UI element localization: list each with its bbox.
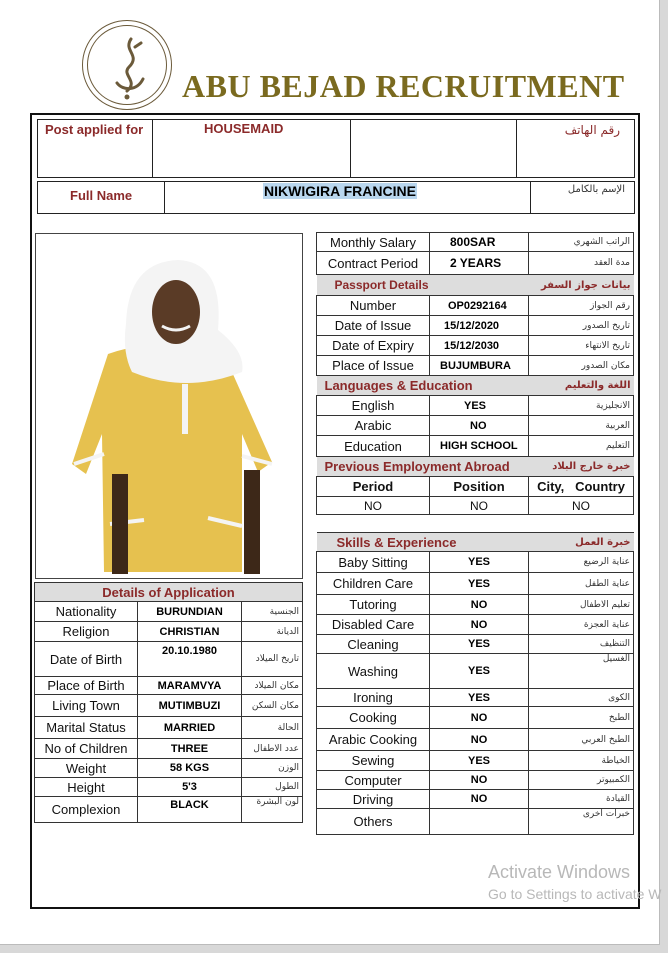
table-row [317,356,634,376]
skill-label: Cooking [317,707,430,729]
place-issue-value: BUJUMBURA [430,356,529,376]
skill-ar: عناية الرضيع [529,552,634,573]
passport-section-title: Passport Details [317,275,529,296]
table-row [35,677,303,695]
education-label: Education [317,436,430,457]
divider [530,181,531,214]
city-country-header: City, Country [529,477,634,497]
post-label: Post applied for [45,122,144,137]
fullname-value: NIKWIGIRA FRANCINE [264,183,416,199]
skill-label: Cleaning [317,635,430,654]
table-row [317,233,634,252]
passport-number-value: OP0292164 [430,296,529,316]
expiry-date-ar: تاريخ الانتهاء [529,336,634,356]
english-value: YES [430,396,529,416]
divider [164,181,165,214]
table-row [35,622,303,642]
complexion-ar: لون البشرة [242,797,303,823]
complexion-value: BLACK [138,797,242,823]
table-row [35,797,303,823]
table-row [35,602,303,622]
passport-number-ar: رقم الجواز [529,296,634,316]
table-row [317,595,634,615]
skill-value: NO [430,707,529,729]
nationality-ar: الجنسية [242,602,303,622]
table-row [317,751,634,771]
skill-ar: القيادة [529,790,634,809]
pob-ar: مكان الميلاد [242,677,303,695]
divider [152,119,153,178]
skill-ar: تعليم الاطفال [529,595,634,615]
fullname-label-ar: الإسم بالكامل [567,184,625,195]
skill-label: Others [317,809,430,835]
living-town-ar: مكان السكن [242,695,303,717]
table-row [35,778,303,797]
skill-ar: عناية الطفل [529,573,634,595]
weight-value: 58 KGS [138,759,242,778]
contract-ar: مدة العقد [529,252,634,275]
period-value: NO [317,497,430,515]
children-value: THREE [138,739,242,759]
skill-value: NO [430,595,529,615]
skill-ar: الكوى [529,689,634,707]
skill-value: YES [430,689,529,707]
skill-ar: الطبخ [529,707,634,729]
table-row [317,635,634,654]
skill-label: Disabled Care [317,615,430,635]
nationality-label: Nationality [35,602,138,622]
table-row [317,809,634,835]
table-row [317,316,634,336]
table-row [317,336,634,356]
issue-date-ar: تاريخ الصدور [529,316,634,336]
skill-value: YES [430,635,529,654]
skill-ar: خبرات أخرى [529,809,634,835]
person-photo-icon [36,234,303,579]
table-row [317,771,634,790]
english-ar: الانجليزية [529,396,634,416]
phone-label-ar: رقم الهاتف [564,123,620,137]
skill-value: YES [430,751,529,771]
lang-section-title: Languages & Education [317,376,529,396]
skill-label: Sewing [317,751,430,771]
prev-employment-ar: خبرة خارج البلاد [529,457,634,477]
issue-date-value: 15/12/2020 [430,316,529,336]
prev-employment-title: Previous Employment Abroad [317,457,529,477]
expiry-date-label: Date of Expiry [317,336,430,356]
skill-value [430,809,529,835]
info-table [316,232,634,835]
skill-label: Tutoring [317,595,430,615]
skill-label: Ironing [317,689,430,707]
skill-value: NO [430,729,529,751]
skill-ar: الكمبيوتر [529,771,634,790]
weight-label: Weight [35,759,138,778]
table-row [317,689,634,707]
nationality-value: BURUNDIAN [138,602,242,622]
skill-label: Washing [317,654,430,689]
passport-number-label: Number [317,296,430,316]
table-row [35,695,303,717]
issue-date-label: Date of Issue [317,316,430,336]
skill-ar: الخياطة [529,751,634,771]
living-town-label: Living Town [35,695,138,717]
table-row [317,296,634,316]
salary-label: Monthly Salary [317,233,430,252]
living-town-value: MUTIMBUZI [138,695,242,717]
lang-section-ar: اللغة والتعليم [529,376,634,396]
religion-value: CHRISTIAN [138,622,242,642]
contract-value: 2 YEARS [430,252,529,275]
education-value: HIGH SCHOOL [430,436,529,457]
arabic-value: NO [430,416,529,436]
dob-label: Date of Birth [35,642,138,677]
table-row [35,642,303,677]
table-row [317,416,634,436]
logo-emblem-icon [83,21,173,111]
religion-ar: الديانة [242,622,303,642]
position-header: Position [430,477,529,497]
city-country-value: NO [529,497,634,515]
skill-ar: التنظيف [529,635,634,654]
table-row [317,252,634,275]
place-issue-ar: مكان الصدور [529,356,634,376]
table-row [35,739,303,759]
table-row [317,615,634,635]
position-value: NO [430,497,529,515]
company-logo [82,20,172,110]
table-row [317,436,634,457]
divider [516,119,517,178]
skill-label: Children Care [317,573,430,595]
marital-label: Marital Status [35,717,138,739]
company-name: ABU BEJAD RECRUITMENT [182,68,625,104]
children-ar: عدد الاطفال [242,739,303,759]
children-label: No of Children [35,739,138,759]
skill-value: YES [430,654,529,689]
table-row [317,707,634,729]
skill-label: Driving [317,790,430,809]
table-row [317,396,634,416]
education-ar: التعليم [529,436,634,457]
skill-label: Computer [317,771,430,790]
activation-watermark-subtitle: Go to Settings to activate W [488,886,662,902]
skill-label: Arabic Cooking [317,729,430,751]
salary-ar: الراتب الشهري [529,233,634,252]
period-header: Period [317,477,430,497]
activation-watermark-title: Activate Windows [488,862,631,882]
english-label: English [317,396,430,416]
skill-value: YES [430,573,529,595]
skill-ar: الطبخ العربي [529,729,634,751]
arabic-ar: العربية [529,416,634,436]
table-row [35,759,303,778]
height-label: Height [35,778,138,797]
complexion-label: Complexion [35,797,138,823]
spacer [317,515,634,533]
arabic-label: Arabic [317,416,430,436]
marital-ar: الحالة [242,717,303,739]
height-ar: الطول [242,778,303,797]
skills-section-title: Skills & Experience [317,533,529,552]
expiry-date-value: 15/12/2030 [430,336,529,356]
candidate-photo [35,233,303,579]
skills-section-ar: خبرة العمل [529,533,634,552]
table-row [317,790,634,809]
divider [350,119,351,178]
skill-value: NO [430,615,529,635]
skill-value: YES [430,552,529,573]
table-row [317,654,634,689]
details-title: Details of Application [35,583,303,602]
details-table [34,582,303,823]
place-issue-label: Place of Issue [317,356,430,376]
skill-label: Baby Sitting [317,552,430,573]
dob-ar: تاريخ الميلاد [242,642,303,677]
table-row [317,477,634,497]
height-value: 5'3 [138,778,242,797]
table-row [35,717,303,739]
pob-label: Place of Birth [35,677,138,695]
dob-value: 20.10.1980 [138,642,242,677]
contract-label: Contract Period [317,252,430,275]
table-row [317,729,634,751]
passport-section-ar: بيانات جواز السفر [529,275,634,296]
skill-value: NO [430,771,529,790]
table-row [317,497,634,515]
weight-ar: الوزن [242,759,303,778]
skill-value: NO [430,790,529,809]
salary-value: 800SAR [430,233,529,252]
table-row [317,573,634,595]
skill-ar: عناية العجزة [529,615,634,635]
religion-label: Religion [35,622,138,642]
post-value: HOUSEMAID [204,121,284,136]
fullname-label: Full Name [70,188,133,203]
pob-value: MARAMVYA [138,677,242,695]
marital-value: MARRIED [138,717,242,739]
table-row [317,552,634,573]
skill-ar: الغسيل [529,654,634,689]
